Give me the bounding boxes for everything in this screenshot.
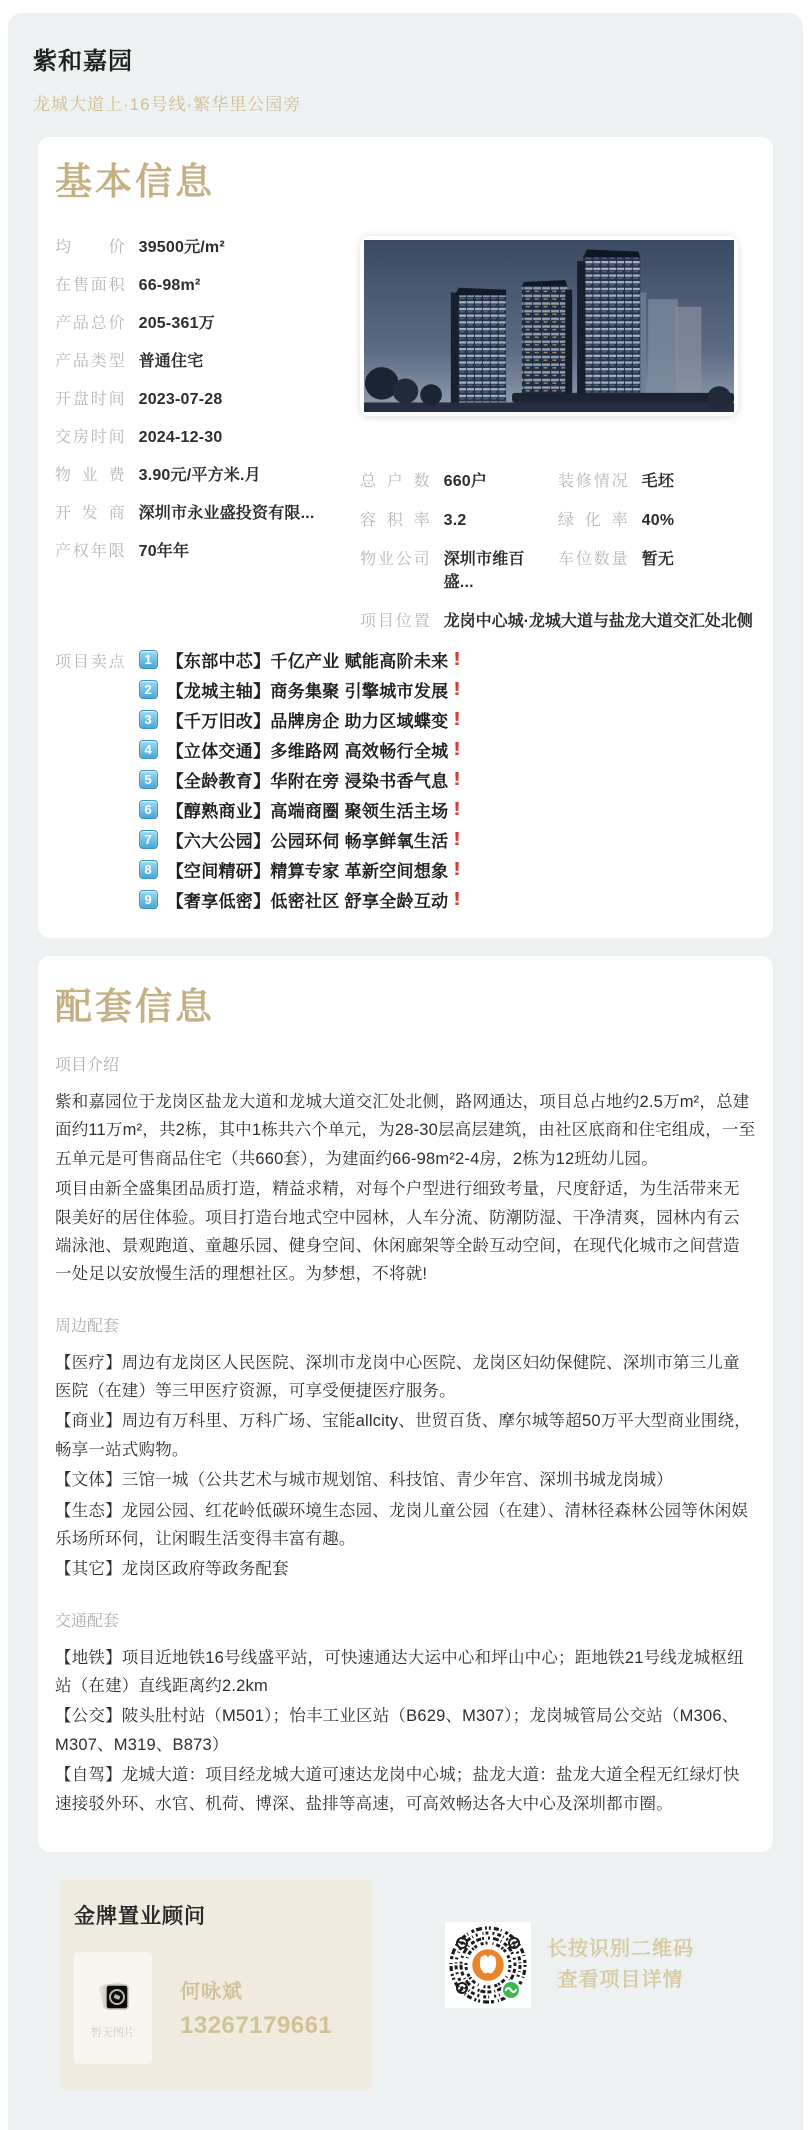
info-row-greening-rate <box>558 507 756 530</box>
info-value: 深圳市永业盛投资有限... <box>138 504 315 522</box>
project-intro-paragraph: 紫和嘉园位于龙岗区盐龙大道和龙城大道交汇处北侧，路网通达，项目总占地约2.5万m²，总建面约11万m²，共2栋，其中1栋共六个单元，为28-30层高层建筑，由社区底商和住宅组成，一至五单元是可售商品住宅（共660套），为建面约66-98m²2-4房，2栋为12班幼儿园。 <box>55 1093 756 1168</box>
info-value: 3.2 <box>443 511 467 529</box>
info-label: 开发商 <box>55 504 125 522</box>
facility-info-heading: 配套信息 <box>55 985 215 1027</box>
project-intro-paragraph: 项目由新全盛集团品质打造，精益求精，对每个户型进行细致考量，尺度舒适，为生活带来无限美好的居住体验。项目打造台地式空中园林，人车分流、防潮防湿、干净清爽，园林内有云端泳池、景观跑道、童趣乐园、健身空间、休闲廊架等全龄互动空间，在现代化城市之间营造一处足以安放慢生活的理想社区。为梦想，不将就! <box>55 1180 740 1284</box>
info-row-parking <box>558 546 756 592</box>
selling-point-item <box>139 647 461 672</box>
qr-tip-line2: 查看项目详情 <box>557 1968 684 1991</box>
number-badge-icon: 8 <box>139 860 158 879</box>
agent-phone[interactable]: 13267179661 <box>180 2012 333 2040</box>
info-label: 产品类型 <box>55 352 125 370</box>
project-intro-label: 项目介绍 <box>55 1057 120 1075</box>
info-row-property-company <box>360 546 554 592</box>
info-label: 开盘时间 <box>55 390 125 408</box>
info-value: 深圳市维百盛... <box>443 550 525 591</box>
selling-point-text: 【奢享低密】低密社区 舒享全龄互动 <box>166 891 449 911</box>
selling-point-item <box>139 827 461 852</box>
selling-points-list <box>139 647 461 912</box>
info-label: 产权年限 <box>55 542 125 560</box>
property-detail-container <box>8 13 803 2130</box>
selling-point-text: 【六大公园】公园环伺 畅享鲜氧生活 <box>166 831 449 851</box>
selling-point-item <box>139 797 461 822</box>
agent-heading: 金牌置业顾问 <box>74 1904 206 1928</box>
selling-point-text: 【全龄教育】华附在旁 浸染书香气息 <box>166 771 449 791</box>
info-row-product-type <box>55 348 350 371</box>
info-label: 车位数量 <box>558 550 628 568</box>
basic-info-left-column <box>55 234 350 631</box>
info-row-area <box>55 272 350 295</box>
facility-info-card <box>38 956 773 1852</box>
info-row-property-fee <box>55 462 350 485</box>
basic-info-pairs <box>360 468 756 631</box>
selling-point-item <box>139 857 461 882</box>
info-value: 2024-12-30 <box>138 428 223 446</box>
selling-point-text: 【空间精研】精算专家 革新空间想象 <box>166 861 449 881</box>
traffic-item-bus: 【公交】陂头肚村站（M501）；怡丰工业区站（B629、M307）；龙岗城管局公交站（M306、M307、M319、B873） <box>55 1707 739 1754</box>
info-label: 物业公司 <box>360 550 430 568</box>
number-badge-icon: 1 <box>139 650 158 669</box>
qr-tip-line1: 长按识别二维码 <box>547 1937 694 1960</box>
selling-point-text: 【龙城主轴】商务集聚 引擎城市发展 <box>166 681 449 701</box>
no-photo-text: 暂无图片 <box>91 2026 135 2039</box>
info-value: 40% <box>641 511 675 529</box>
info-row-total-units <box>360 468 554 491</box>
page-title: 紫和嘉园 <box>33 48 133 75</box>
agent-area <box>60 1880 773 2090</box>
around-facility-label: 周边配套 <box>55 1317 120 1335</box>
info-value: 毛坯 <box>641 472 675 490</box>
agent-body <box>74 1952 358 2064</box>
qr-code[interactable] <box>445 1922 531 2008</box>
info-value: 70年年 <box>138 542 190 560</box>
info-label: 产品总价 <box>55 314 125 332</box>
selling-points-label: 项目卖点 <box>55 653 125 671</box>
selling-point-item <box>139 677 461 702</box>
traffic-item-drive: 【自驾】龙城大道：项目经龙城大道可速达龙岗中心城；盐龙大道：盐龙大道全程无红绿灯快速接驳外环、水官、机荷、博深、盐排等高速，可高效畅达各大中心及深圳都市圈。 <box>55 1766 740 1813</box>
exclamation-icon: ! <box>453 768 462 789</box>
number-badge-icon: 7 <box>139 830 158 849</box>
page-header <box>8 41 803 115</box>
agent-card <box>60 1880 372 2090</box>
qr-tip <box>547 1934 694 1996</box>
info-row-plot-ratio <box>360 507 554 530</box>
info-label: 均价 <box>55 238 125 256</box>
info-value: 66-98m² <box>138 276 201 294</box>
number-badge-icon: 4 <box>139 740 158 759</box>
exclamation-icon: ! <box>453 858 462 879</box>
around-item-ecology: 【生态】龙园公园、红花岭低碳环境生态园、龙岗儿童公园（在建）、清林径森林公园等休闲娱乐场所环伺，让闲暇生活变得丰富有趣。 <box>55 1501 749 1548</box>
agent-contact <box>180 1975 332 2040</box>
info-value: 660户 <box>443 472 488 490</box>
selling-point-item <box>139 887 461 912</box>
info-label: 绿化率 <box>558 511 628 529</box>
info-row-delivery-date <box>55 424 350 447</box>
info-label: 装修情况 <box>558 472 628 490</box>
building-render-image <box>364 240 734 412</box>
info-row-location <box>360 608 756 631</box>
exclamation-icon: ! <box>453 738 462 759</box>
info-label: 总户数 <box>360 472 430 490</box>
property-photo[interactable] <box>360 236 738 416</box>
number-badge-icon: 5 <box>139 770 158 789</box>
exclamation-icon: ! <box>453 828 462 849</box>
basic-info-right-column <box>360 234 756 631</box>
info-value: 39500元/m² <box>138 238 225 256</box>
qr-block <box>445 1922 694 2008</box>
exclamation-icon: ! <box>453 678 462 699</box>
page-subtitle: 龙城大道上·16号线·繁华里公园旁 <box>33 95 302 114</box>
basic-info-columns <box>55 234 756 631</box>
info-value: 龙岗中心城·龙城大道与盐龙大道交汇处北侧 <box>443 612 753 630</box>
info-value: 2023-07-28 <box>138 390 223 408</box>
info-row-developer <box>55 500 350 523</box>
selling-point-item <box>139 737 461 762</box>
info-row-open-date <box>55 386 350 409</box>
selling-point-item <box>139 767 461 792</box>
exclamation-icon: ! <box>453 888 462 909</box>
photo-stack-icon <box>93 1976 133 2016</box>
around-item-medical: 【医疗】周边有龙岗区人民医院、深圳市龙岗中心医院、龙岗区妇幼保健院、深圳市第三儿童医院（在建）等三甲医疗资源，可享受便捷医疗服务。 <box>55 1353 740 1401</box>
number-badge-icon: 6 <box>139 800 158 819</box>
agent-name: 何咏斌 <box>180 1981 243 2004</box>
basic-info-heading: 基本信息 <box>55 161 215 202</box>
basic-info-card <box>38 137 773 938</box>
info-value: 205-361万 <box>138 314 215 332</box>
info-value: 3.90元/平方米.月 <box>138 466 261 484</box>
around-item-business: 【商业】周边有万科里、万科广场、宝能allcity、世贸百货、摩尔城等超50万平大型商业围绕，畅享一站式购物。 <box>55 1412 752 1459</box>
info-row-total-price <box>55 310 350 333</box>
exclamation-icon: ! <box>453 648 462 669</box>
selling-point-text: 【千万旧改】品牌房企 助力区域蝶变 <box>166 711 449 731</box>
selling-point-text: 【东部中芯】千亿产业 赋能高阶未来 <box>166 651 449 671</box>
info-value: 普通住宅 <box>138 352 204 370</box>
mini-program-qr-icon <box>445 1922 531 2008</box>
around-item-culture: 【文体】三馆一城（公共艺术与城市规划馆、科技馆、青少年宫、深圳书城龙岗城） <box>55 1471 673 1490</box>
info-row-tenure <box>55 538 350 561</box>
agent-photo-placeholder <box>74 1952 152 2064</box>
traffic-facility-label: 交通配套 <box>55 1612 120 1630</box>
info-label: 容积率 <box>360 511 430 529</box>
selling-point-text: 【醇熟商业】高端商圈 聚领生活主场 <box>166 801 449 821</box>
info-row-decoration <box>558 468 756 491</box>
page <box>0 13 812 2040</box>
around-item-other: 【其它】龙岗区政府等政务配套 <box>55 1560 289 1579</box>
exclamation-icon: ! <box>453 798 462 819</box>
info-label: 项目位置 <box>360 612 430 630</box>
info-row-price <box>55 234 350 257</box>
selling-points-row <box>55 647 756 912</box>
info-label: 物业费 <box>55 466 125 484</box>
selling-point-item <box>139 707 461 732</box>
info-label: 交房时间 <box>55 428 125 446</box>
number-badge-icon: 9 <box>139 890 158 909</box>
number-badge-icon: 2 <box>139 680 158 699</box>
traffic-item-metro: 【地铁】项目近地铁16号线盛平站，可快速通达大运中心和坪山中心；距地铁21号线龙城枢纽站（在建）直线距离约2.2km <box>55 1648 744 1696</box>
number-badge-icon: 3 <box>139 710 158 729</box>
exclamation-icon: ! <box>453 708 462 729</box>
info-label: 在售面积 <box>55 276 125 294</box>
info-value: 暂无 <box>641 550 675 568</box>
selling-point-text: 【立体交通】多维路网 高效畅行全城 <box>166 741 449 761</box>
